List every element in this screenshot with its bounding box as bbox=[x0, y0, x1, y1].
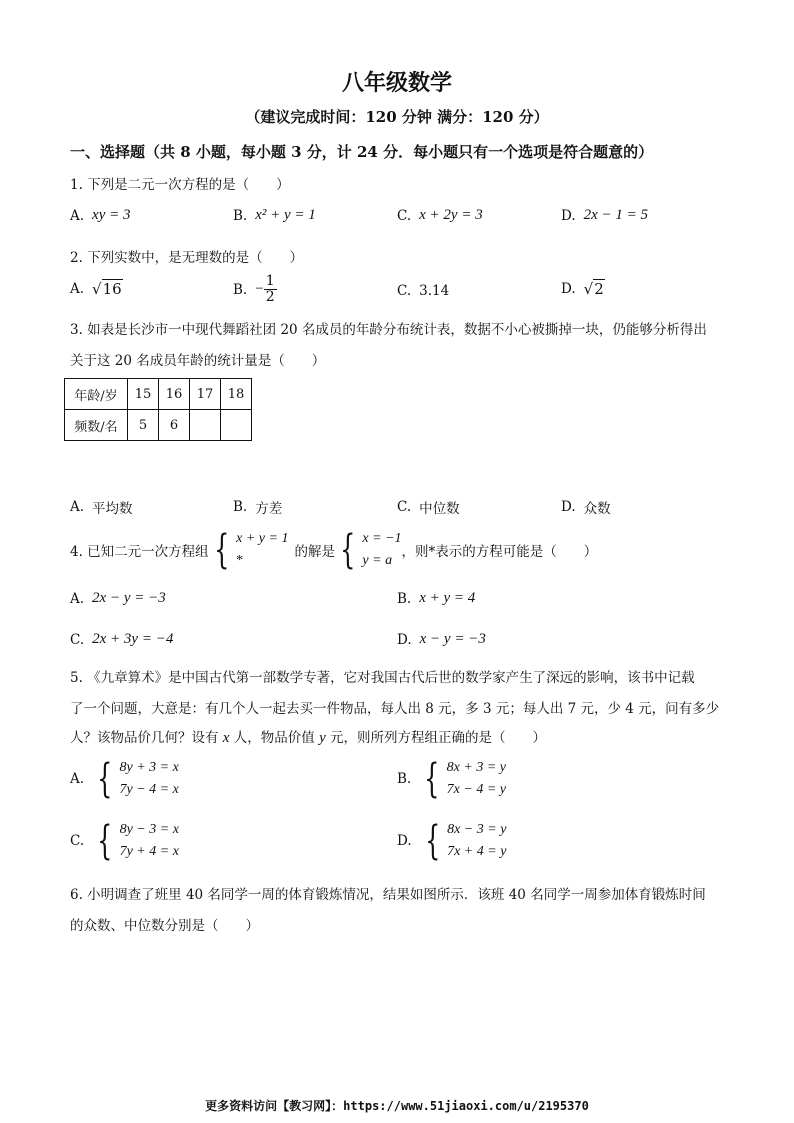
option-label: B. bbox=[233, 281, 248, 298]
table-cell bbox=[221, 410, 252, 441]
equation-system bbox=[335, 528, 402, 572]
radicand: 2 bbox=[594, 280, 604, 298]
option-expr: x + 2y = 3 bbox=[419, 207, 483, 223]
page-title: 八年级数学 bbox=[341, 70, 452, 96]
option-label: D. bbox=[561, 499, 576, 515]
age-frequency-table bbox=[64, 378, 252, 441]
q2-option-b bbox=[233, 274, 277, 306]
table-cell: 6 bbox=[159, 410, 190, 441]
q4-option-a bbox=[70, 590, 166, 607]
sqrt-expr: √2 bbox=[583, 280, 604, 298]
stem-text: ，则*表示的方程可能是（ ） bbox=[401, 544, 598, 560]
fraction-denominator: 2 bbox=[265, 289, 275, 306]
table-cell: 频数/名 bbox=[65, 410, 128, 441]
option-label: B. bbox=[233, 499, 248, 515]
q5-option-a bbox=[70, 757, 179, 801]
q3-option-c bbox=[397, 497, 460, 517]
brace-icon: { bbox=[97, 818, 113, 864]
q4-option-b bbox=[397, 590, 475, 607]
option-label: A. bbox=[70, 281, 85, 297]
variable-x: x bbox=[222, 730, 230, 746]
option-label: A. bbox=[70, 590, 85, 607]
variable-y: y bbox=[319, 730, 326, 746]
option-text: 众数 bbox=[583, 501, 611, 517]
option-label: A. bbox=[70, 207, 85, 224]
question-1-stem: 1. 下列是二元一次方程的是（ ） bbox=[70, 177, 290, 193]
q3-option-b bbox=[233, 497, 282, 517]
q1-option-d bbox=[561, 207, 648, 224]
option-expr: 2x + 3y = −4 bbox=[92, 631, 174, 647]
stem-text: 元，则所列方程组正确的是（ ） bbox=[330, 730, 547, 746]
option-label: B. bbox=[397, 771, 412, 787]
option-label: A. bbox=[70, 771, 85, 787]
option-expr: x + y = 4 bbox=[419, 590, 476, 606]
brace-icon: { bbox=[424, 818, 441, 864]
q3-option-a bbox=[70, 497, 133, 517]
q3-option-d bbox=[561, 497, 611, 517]
brace-icon: { bbox=[424, 756, 440, 802]
table-cell: 5 bbox=[128, 410, 159, 441]
option-label: C. bbox=[70, 631, 85, 648]
stem-text: 4. 已知二元一次方程组 bbox=[70, 544, 209, 560]
table-cell: 16 bbox=[159, 379, 190, 410]
brace-icon: { bbox=[340, 527, 356, 573]
table-cell: 年龄/岁 bbox=[65, 379, 128, 410]
option-text: 平均数 bbox=[92, 501, 133, 517]
option-text: 方差 bbox=[255, 501, 283, 517]
q2-option-a bbox=[70, 280, 123, 298]
q2-option-c bbox=[397, 283, 449, 299]
option-label: C. bbox=[397, 207, 412, 224]
equation: 7y − 4 = x bbox=[119, 782, 179, 797]
option-expr: 2x − y = −3 bbox=[92, 590, 166, 606]
q5-option-d bbox=[397, 819, 506, 863]
equation: x = −1 bbox=[362, 531, 402, 546]
option-text: 中位数 bbox=[419, 501, 460, 517]
question-6-stem-line2: 的众数、中位数分别是（ ） bbox=[70, 918, 259, 934]
question-5-stem-line3 bbox=[70, 726, 546, 747]
option-expr: 2x − 1 = 5 bbox=[583, 207, 649, 223]
option-label: C. bbox=[70, 833, 85, 849]
equation: x + y = 1 bbox=[236, 531, 289, 546]
equation-system bbox=[419, 757, 506, 801]
sqrt-expr: √16 bbox=[92, 280, 122, 298]
q5-option-c bbox=[70, 819, 179, 863]
equation: 8y − 3 = x bbox=[119, 822, 179, 837]
option-expr: x² + y = 1 bbox=[255, 207, 316, 223]
question-2-stem: 2. 下列实数中，是无理数的是（ ） bbox=[70, 250, 304, 266]
option-label: D. bbox=[561, 281, 576, 297]
fraction bbox=[264, 274, 277, 306]
table-cell: 17 bbox=[190, 379, 221, 410]
option-label: D. bbox=[397, 833, 412, 849]
equation: 8y + 3 = x bbox=[119, 760, 179, 775]
table-row bbox=[65, 379, 252, 410]
equation: y = a bbox=[362, 553, 393, 568]
equation: 7x + 4 = y bbox=[447, 844, 507, 859]
minus-sign: − bbox=[255, 281, 264, 298]
option-label: B. bbox=[397, 590, 412, 607]
equation: 8x + 3 = y bbox=[446, 760, 506, 775]
q4-option-c bbox=[70, 631, 173, 648]
fraction-numerator: 1 bbox=[265, 273, 275, 289]
stem-text: 人？该物品价几何？设有 bbox=[70, 730, 219, 746]
q1-option-c bbox=[397, 207, 483, 224]
equation-system bbox=[92, 819, 179, 863]
q1-option-a bbox=[70, 207, 130, 224]
q5-option-b bbox=[397, 757, 506, 801]
q2-option-d bbox=[561, 280, 605, 298]
stem-text: 人，物品价值 bbox=[233, 730, 315, 746]
question-4-stem bbox=[70, 528, 597, 572]
option-expr: x − y = −3 bbox=[419, 631, 486, 647]
exam-info: （建议完成时间：120 分钟 满分：120 分） bbox=[245, 108, 549, 126]
question-3-stem-line2: 关于这 20 名成员年龄的统计量是（ ） bbox=[70, 353, 326, 369]
equation: * bbox=[236, 553, 244, 568]
equation: 7x − 4 = y bbox=[446, 782, 506, 797]
equation-system bbox=[209, 528, 289, 572]
footer-link[interactable]: 更多资料访问【教习网】：https://www.51jiaoxi.com/u/2195370 bbox=[205, 1099, 589, 1113]
radicand: 16 bbox=[102, 280, 122, 298]
equation-system bbox=[92, 757, 179, 801]
option-label: B. bbox=[233, 207, 248, 224]
section-heading: 一、选择题（共 8 小题，每小题 3 分，计 24 分．每小题只有一个选项是符合题意的） bbox=[70, 143, 654, 161]
question-6-stem-line1: 6. 小明调查了班里 40 名同学一周的体育锻炼情况，结果如图所示．该班 40 名同学一周参加体育锻炼时间 bbox=[70, 887, 706, 903]
brace-icon: { bbox=[97, 756, 113, 802]
option-label: C. bbox=[397, 499, 412, 515]
table-cell: 15 bbox=[128, 379, 159, 410]
option-label: C. bbox=[397, 283, 412, 299]
q1-option-b bbox=[233, 207, 316, 224]
option-expr: xy = 3 bbox=[92, 207, 131, 223]
question-3-stem-line1: 3. 如表是长沙市一中现代舞蹈社团 20 名成员的年龄分布统计表，数据不小心被撕掉一块，仍能够分析得出 bbox=[70, 322, 707, 338]
equation: 7y + 4 = x bbox=[119, 844, 179, 859]
option-label: A. bbox=[70, 499, 85, 515]
option-expr: 3.14 bbox=[419, 283, 450, 299]
option-label: D. bbox=[397, 631, 412, 648]
question-5-stem-line2: 了一个问题，大意是：有几个人一起去买一件物品，每人出 8 元，多 3 元；每人出 7 元，少 4 元，问有多少 bbox=[70, 701, 720, 717]
table-cell bbox=[190, 410, 221, 441]
q4-option-d bbox=[397, 631, 486, 648]
question-5-stem-line1: 5. 《九章算术》是中国古代第一部数学专著，它对我国古代后世的数学家产生了深远的影响，该书中记载 bbox=[70, 670, 695, 686]
table-row bbox=[65, 410, 252, 441]
option-label: D. bbox=[561, 207, 576, 224]
equation: 8x − 3 = y bbox=[447, 822, 507, 837]
table-cell: 18 bbox=[221, 379, 252, 410]
brace-icon: { bbox=[213, 527, 230, 573]
equation-system bbox=[420, 819, 507, 863]
stem-text: 的解是 bbox=[294, 544, 335, 560]
